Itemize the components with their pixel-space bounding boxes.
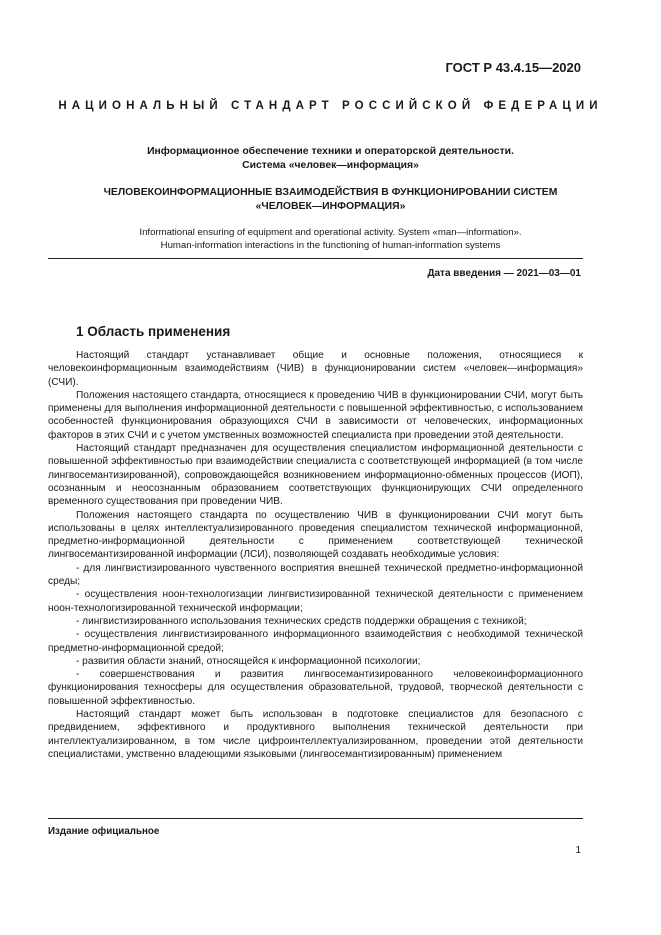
list-item: - для лингвистизированного чувственного восприятия внешней технической предметно-информационной среды; [48, 562, 583, 588]
list-item: - лингвистизированного использования технических средств поддержки обращения с техникой; [76, 615, 527, 627]
title-en-line-2: Human-information interactions in the functioning of human-information systems [160, 239, 501, 251]
title-main [48, 186, 613, 213]
list-item: - осуществления ноон-технологизации лингвистизированной технической деятельности с применением ноон-технологизированной технической информации; [48, 589, 583, 614]
title-ru-line-1: Информационное обеспечение техники и операторской деятельности. [147, 146, 514, 157]
page-number: 1 [575, 845, 581, 856]
title-main-line-1: ЧЕЛОВЕКОИНФОРМАЦИОННЫЕ ВЗАИМОДЕЙСТВИЯ В ФУНКЦИОНИРОВАНИИ СИСТЕМ [103, 187, 558, 198]
title-en-line-1: Informational ensuring of equipment and operational activity. System «man—information». [139, 227, 522, 238]
paragraph: Настоящий стандарт может быть использован в подготовке специалистов для безопасного с предвидением, эффективного и продуктивного выполнения технической деятельности при интеллектуализированном, в том числе цифроинтеллектуализированном, проведении этой деятельности специалистами, умственно владеющими языковыми (лингвосемантизированным) применением [48, 709, 583, 760]
gost-code: ГОСТ Р 43.4.15—2020 [445, 60, 581, 75]
list-item: - развития области знаний, относящейся к информационной психологии; [76, 655, 421, 667]
title-block [48, 145, 613, 252]
list-item: - осуществления лингвистизированного информационного взаимодействия с необходимой технической предметно-информационной средой; [48, 629, 583, 654]
list-item: - совершенствования и развития лингвосемантизированного человекоинформационного функционирования техносферы для осуществления образовательной, трудовой, творческой деятельности с повышенной эффективностью. [48, 669, 583, 707]
title-main-line-2: «ЧЕЛОВЕК—ИНФОРМАЦИЯ» [255, 200, 406, 212]
section-title: 1 Область применения [76, 324, 231, 339]
title-ru [48, 145, 613, 172]
standard-title: НАЦИОНАЛЬНЫЙ СТАНДАРТ РОССИЙСКОЙ ФЕДЕРАЦИИ [58, 100, 603, 112]
intro-date: Дата введения — 2021—03—01 [427, 268, 581, 279]
title-ru-line-2: Система «человек—информация» [242, 159, 419, 171]
title-en [48, 227, 613, 252]
section-body [48, 349, 583, 761]
paragraph: Настоящий стандарт предназначен для осуществления специалистом информационной деятельности с повышенной эффективностью при взаимодействии специалиста с соответствующей информацией (в том числе лингвосемантизированной), сопровождающейся возникновением информационно-обменных процессов (ИОП), осознанным и неосознанным образованием соответствующих функционирующих СЧИ определенного временного существования при проведении ЧИВ. [48, 443, 583, 508]
paragraph: Настоящий стандарт устанавливает общие и основные положения, относящиеся к человекоинформационным взаимодействиям (ЧИВ) в функционировании систем «человек—информация» (СЧИ). [48, 350, 583, 388]
footer-divider [48, 818, 583, 819]
edition-note: Издание официальное [48, 826, 160, 837]
paragraph: Положения настоящего стандарта, относящиеся к проведению ЧИВ в функционировании СЧИ, могут быть применены для выполнения информационной деятельности с повышенной эффективностью, с использованием особенностей функционирования образующихся СЧИ в зависимости от человеческих, информационных факторов в этих СЧИ и с учетом умственных возможностей специалиста при проведении этой деятельности. [48, 389, 583, 441]
header-divider [48, 258, 583, 259]
paragraph: Положения настоящего стандарта по осуществлению ЧИВ в функционировании СЧИ могут быть использованы в целях интеллектуализированного проведения специалистом технической информационной, предметно-информационной деятельности с применением соответствующей технической лингвосемантизированной информации (ЛСИ), позволяющей создавать необходимые условия: [48, 509, 583, 561]
